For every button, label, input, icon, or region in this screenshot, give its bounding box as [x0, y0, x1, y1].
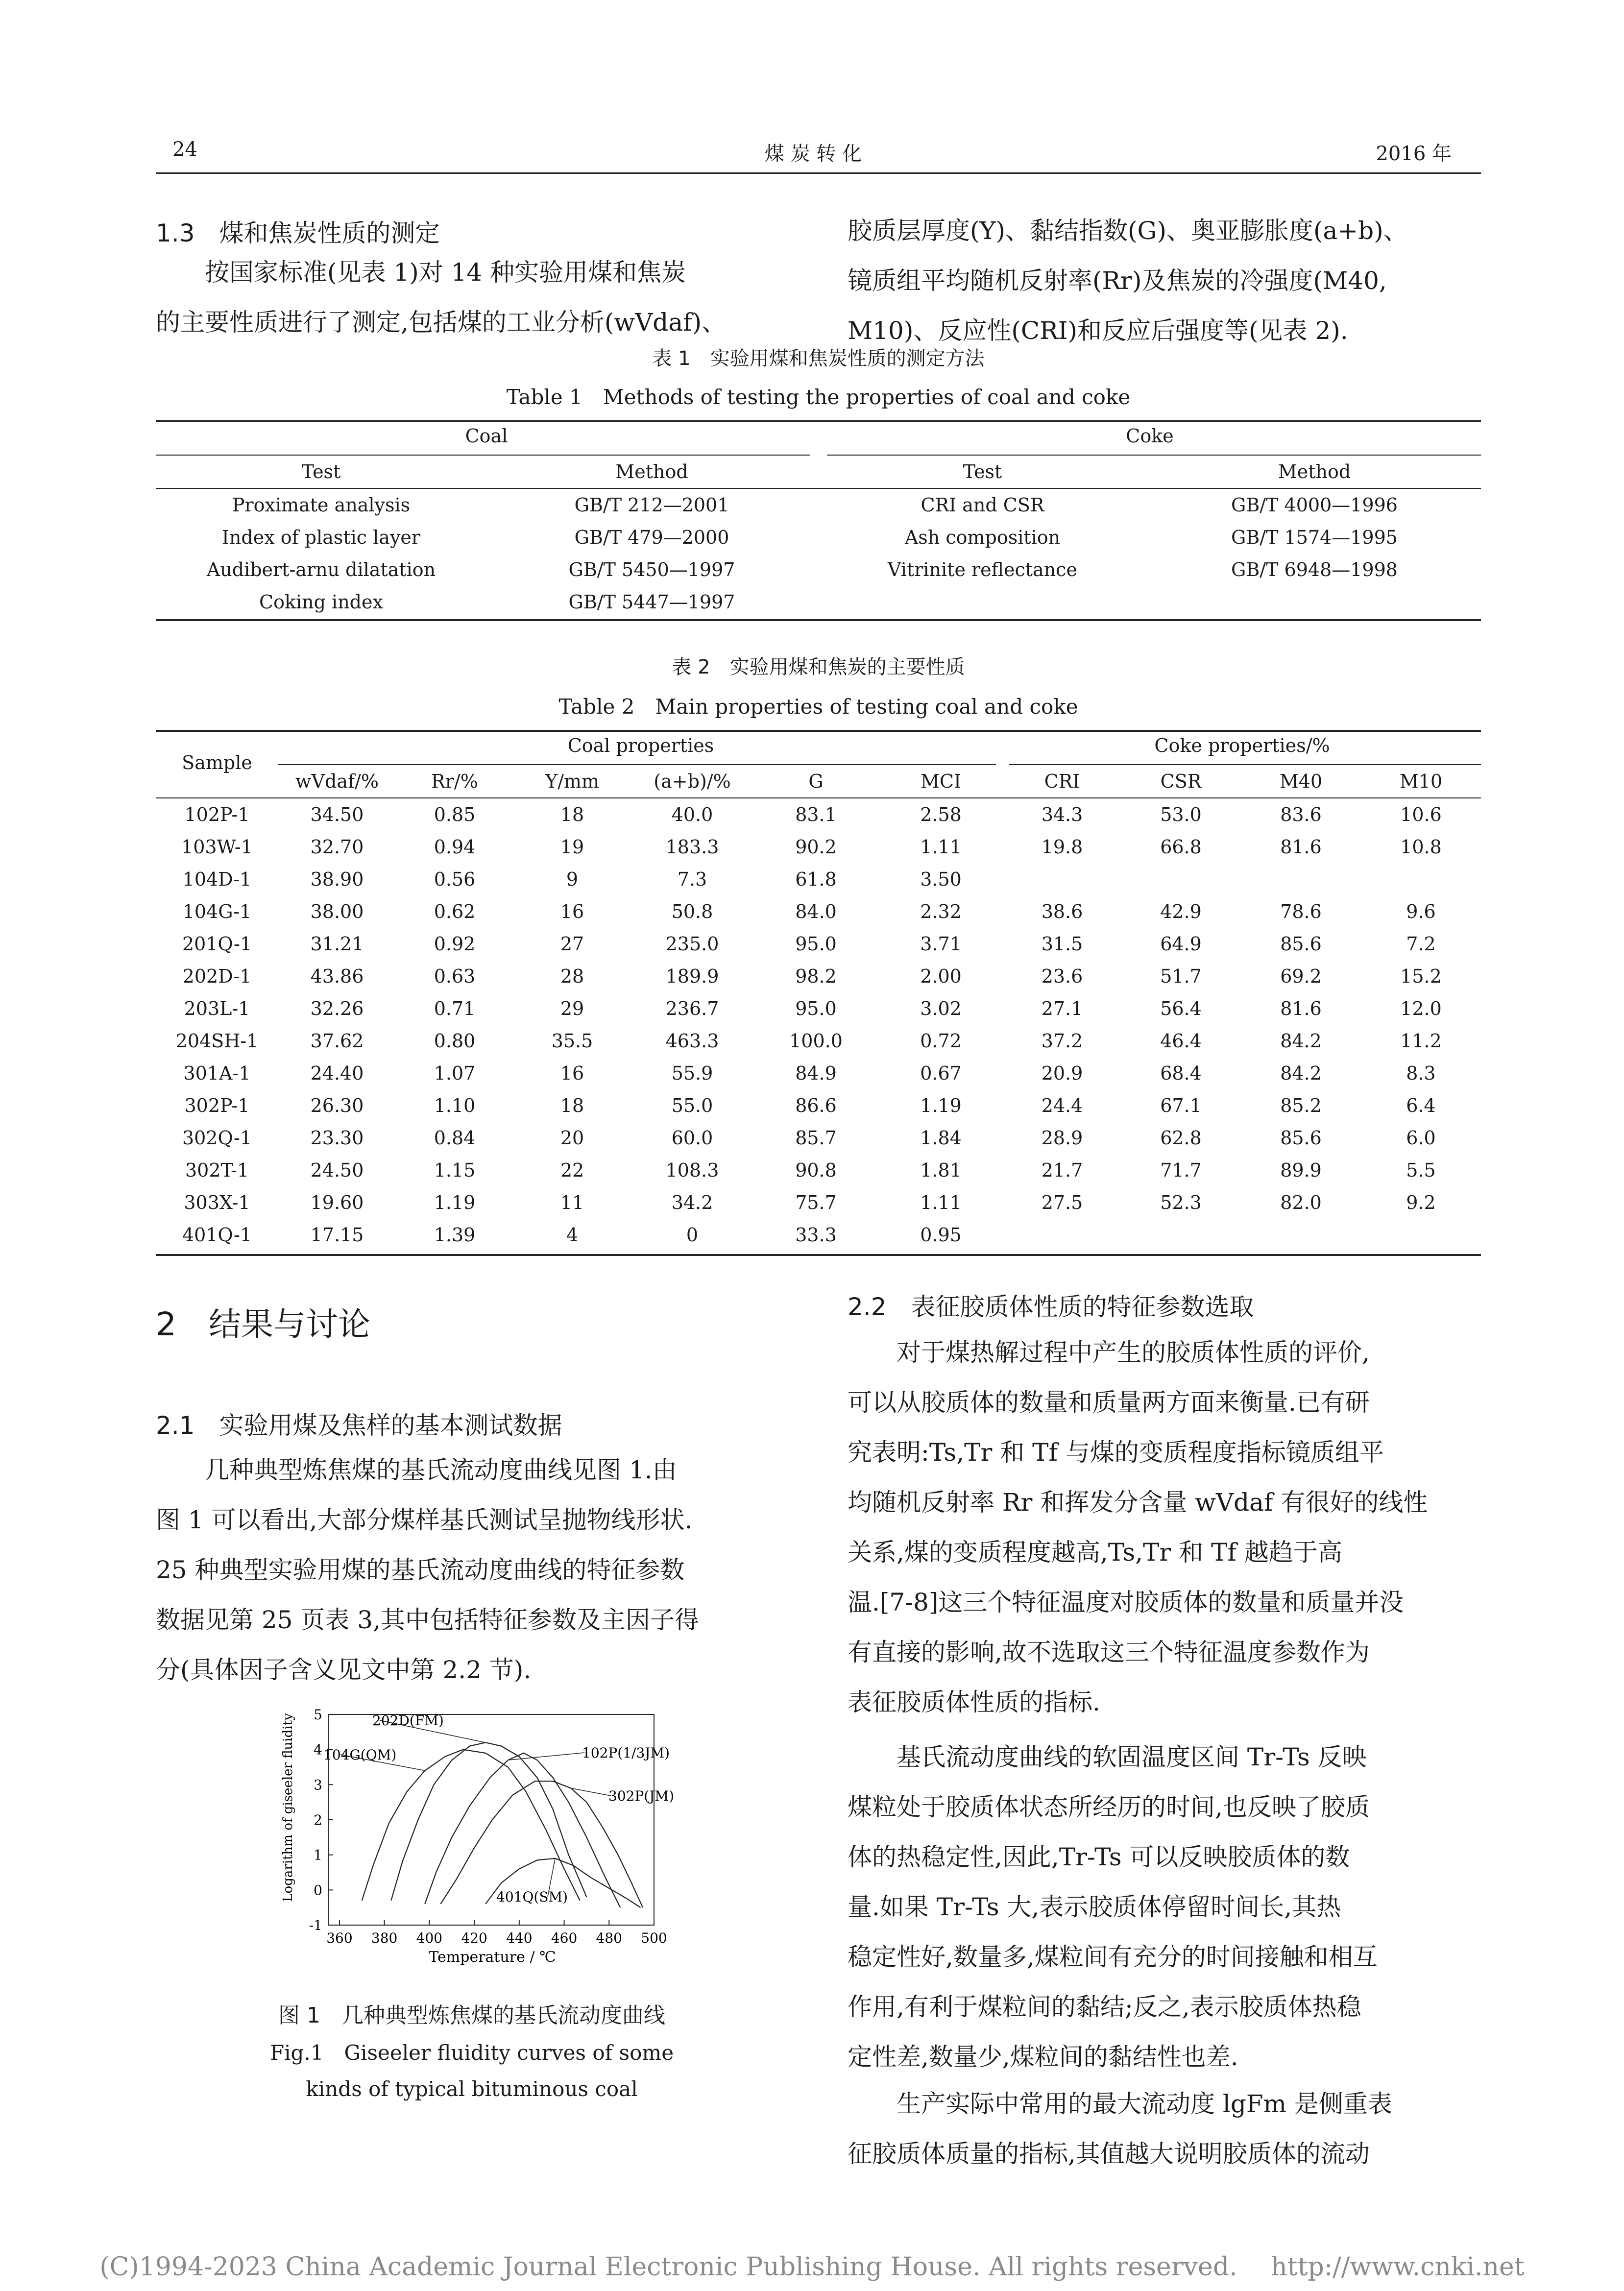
table-cell: 0.71	[434, 998, 476, 1019]
table1-title-cn: 表 1 实验用煤和焦炭性质的测定方法	[652, 347, 985, 370]
table-cell: 0.80	[434, 1030, 476, 1052]
table-cell: 1.15	[434, 1159, 476, 1181]
table-cell: 1.81	[920, 1159, 962, 1181]
text-line: 图 1 可以看出,大部分煤样基氏测试呈抛物线形状.	[156, 1506, 693, 1534]
figure-1-caption-cn: 图 1 几种典型炼焦煤的基氏流动度曲线	[278, 2003, 665, 2028]
section-2-2-para-2	[848, 1732, 1479, 2082]
y-tick-label: 0	[314, 1882, 322, 1899]
table-cell: 21.7	[1041, 1159, 1083, 1181]
text-line: 分(具体因子含义见文中第 2.2 节).	[156, 1656, 532, 1684]
text-line: 对于煤热解过程中产生的胶质体性质的评价,	[897, 1338, 1370, 1367]
table-cell: 32.70	[310, 836, 364, 858]
table-cell: 95.0	[795, 998, 837, 1019]
table-cell: 19.8	[1041, 836, 1083, 858]
chart-series	[362, 1742, 643, 1907]
table-cell: 1.19	[920, 1095, 962, 1116]
text-line: 镜质组平均随机反射率(Rr)及焦炭的冷强度(M40,	[848, 266, 1387, 295]
sample-cell: 302Q-1	[182, 1127, 252, 1149]
table-cell: 20	[560, 1127, 584, 1149]
table-cell: Audibert-arnu dilatation	[206, 559, 436, 580]
table-cell: Vitrinite reflectance	[888, 559, 1077, 580]
x-axis-label: Temperature / ℃	[429, 1949, 556, 1966]
table-cell: 24.50	[310, 1159, 364, 1181]
text-line: 的主要性质进行了测定,包括煤的工业分析(wVdaf)、	[156, 308, 727, 337]
section-2-2-para-1	[848, 1327, 1479, 1727]
text-line: 究表明:Ts,Tr 和 Tf 与煤的变质程度指标镜质组平	[848, 1438, 1384, 1467]
table-cell: 9.6	[1406, 901, 1436, 922]
table-cell: 19	[560, 836, 584, 858]
table-cell: 56.4	[1160, 998, 1202, 1019]
table-cell: 38.00	[310, 901, 364, 922]
x-tick-label: 500	[641, 1930, 667, 1946]
section-1-3-title: 1.3 煤和焦炭性质的测定	[156, 219, 440, 247]
text-line: M10)、反应性(CRI)和反应后强度等(见表 2).	[848, 316, 1348, 345]
table-cell: 235.0	[665, 933, 719, 955]
table-cell: Index of plastic layer	[221, 527, 421, 548]
table2-title-cn: 表 2 实验用煤和焦炭的主要性质	[672, 656, 965, 678]
table-cell: 19.60	[310, 1192, 364, 1213]
series-line	[362, 1750, 580, 1901]
table-cell: 0.67	[920, 1062, 962, 1084]
table-cell: GB/T 212—2001	[574, 494, 729, 516]
table2-sample-spacer	[156, 765, 278, 798]
table1-title-en: Table 1 Methods of testing the properties of coal and coke	[506, 385, 1131, 409]
table-cell: 81.6	[1280, 998, 1322, 1019]
text-line: 稳定性好,数量多,煤粒间有充分的时间接触和相互	[848, 1943, 1378, 1971]
table-cell: 98.2	[795, 965, 837, 987]
table-cell: 82.0	[1280, 1192, 1322, 1213]
table-cell: 18	[560, 1095, 584, 1116]
x-tick-label: 400	[416, 1930, 443, 1946]
table-cell: 71.7	[1160, 1159, 1202, 1181]
table-cell: 0.63	[434, 965, 476, 987]
table-cell: 27	[560, 933, 584, 955]
table-cell: 67.1	[1160, 1095, 1202, 1116]
text-line: 数据见第 25 页表 3,其中包括特征参数及主因子得	[156, 1606, 700, 1634]
table-cell: 85.6	[1280, 1127, 1322, 1149]
text-line: 量.如果 Tr-Ts 大,表示胶质体停留时间长,其热	[848, 1893, 1341, 1921]
table-cell	[1241, 1219, 1361, 1251]
table-cell: 37.2	[1041, 1030, 1083, 1052]
table-cell: 189.9	[665, 965, 719, 987]
table1-col-header: Method	[615, 461, 688, 482]
y-axis-label: Logarithm of giseeler fluidity	[281, 1713, 295, 1902]
table2-col-header: (a+b)/%	[654, 771, 731, 792]
table-cell: 0.95	[920, 1224, 962, 1246]
table-cell: 83.6	[1280, 804, 1322, 825]
sample-cell: 202D-1	[182, 965, 252, 987]
table-cell: 75.7	[795, 1192, 837, 1213]
table-cell: 61.8	[795, 868, 837, 890]
text-line: 关系,煤的变质程度越高,Ts,Tr 和 Tf 越趋于高	[848, 1538, 1342, 1567]
table-cell: 7.2	[1406, 933, 1436, 955]
table-row	[156, 1057, 1481, 1089]
text-line: 可以从胶质体的数量和质量两方面来衡量.已有研	[848, 1388, 1370, 1417]
table2-header-row	[156, 765, 1481, 798]
table-cell: 27.1	[1041, 998, 1083, 1019]
table2-col-header: CSR	[1160, 771, 1202, 792]
text-line: 定性差,数量少,煤粒间的黏结性也差.	[848, 2043, 1238, 2071]
table-cell: 100.0	[789, 1030, 843, 1052]
journal-name: 煤 炭 转 化	[764, 143, 862, 165]
text-line: 征胶质体质量的指标,其值越大说明胶质体的流动	[848, 2140, 1370, 2168]
table-cell: 23.30	[310, 1127, 364, 1149]
text-line: 有直接的影响,故不选取这三个特征温度参数作为	[848, 1638, 1370, 1666]
table-row	[156, 960, 1481, 992]
table2-col-header: MCI	[921, 771, 961, 792]
table-cell	[1361, 863, 1481, 895]
text-line: 按国家标准(见表 1)对 14 种实验用煤和焦炭	[205, 258, 686, 287]
table-cell: 17.15	[310, 1224, 364, 1246]
sample-cell: 203L-1	[184, 998, 250, 1019]
sample-cell: 103W-1	[181, 836, 253, 858]
table-cell: 0.94	[434, 836, 476, 858]
table2-bottom-rule	[156, 1254, 1481, 1256]
table2-col-header: CRI	[1044, 771, 1080, 792]
text-line: 表征胶质体性质的指标.	[848, 1688, 1100, 1716]
table-cell: 18	[560, 804, 584, 825]
table-cell: 5.5	[1406, 1159, 1436, 1181]
text-line: 几种典型炼焦煤的基氏流动度曲线见图 1.由	[205, 1456, 677, 1484]
table-cell	[1241, 863, 1361, 895]
sample-cell: 302T-1	[185, 1159, 249, 1181]
y-tick-label: -1	[309, 1917, 322, 1933]
series-line	[425, 1753, 620, 1907]
table-cell: 85.2	[1280, 1095, 1322, 1116]
year: 2016 年	[1376, 143, 1452, 165]
table-row	[156, 1219, 1481, 1251]
table-row	[156, 831, 1481, 863]
table-cell: 85.7	[795, 1127, 837, 1149]
series-label: 104G(QM)	[323, 1747, 397, 1763]
table-cell: 34.3	[1041, 804, 1083, 825]
sample-cell: 204SH-1	[175, 1030, 259, 1052]
table-row	[156, 521, 1481, 554]
table-cell: 37.62	[310, 1030, 364, 1052]
text-line: 均随机反射率 Rr 和挥发分含量 wVdaf 有很好的线性	[848, 1488, 1428, 1517]
table-cell: 64.9	[1160, 933, 1202, 955]
table-cell: 26.30	[310, 1095, 364, 1116]
table1-bottom-rule	[156, 619, 1481, 621]
table-cell: 0.85	[434, 804, 476, 825]
table-cell: 3.02	[920, 998, 962, 1019]
text-line: 煤粒处于胶质体状态所经历的时间,也反映了胶质	[848, 1793, 1370, 1821]
table-cell: 33.3	[795, 1224, 837, 1246]
table-row	[156, 1186, 1481, 1219]
table2-col-header: G	[808, 771, 824, 792]
series-label: 401Q(SM)	[496, 1889, 568, 1905]
table-cell: 4	[566, 1224, 579, 1246]
table-cell: 90.2	[795, 836, 837, 858]
section-2-title: 2 结果与讨论	[156, 1305, 370, 1343]
table-cell: GB/T 5447—1997	[568, 591, 735, 613]
copyright-footer: (C)1994-2023 China Academic Journal Electronic Publishing House. All rights reserved. http://www.cnki.net	[99, 2252, 1525, 2282]
table-cell: 108.3	[665, 1159, 719, 1181]
y-tick-label: 4	[314, 1741, 322, 1758]
table-row	[156, 992, 1481, 1025]
table-cell: 0.84	[434, 1127, 476, 1149]
table-cell: 1.19	[434, 1192, 476, 1213]
series-line	[391, 1742, 586, 1901]
table-cell: Ash composition	[904, 527, 1061, 548]
table1-col-header: Test	[301, 461, 341, 482]
table-cell: 1.11	[920, 836, 962, 858]
series-label: 202D(FM)	[372, 1712, 444, 1729]
sample-cell: 102P-1	[184, 804, 250, 825]
table-row	[156, 488, 1481, 521]
y-tick-label: 2	[314, 1812, 322, 1828]
table-cell: 29	[560, 998, 584, 1019]
table-cell: 81.6	[1280, 836, 1322, 858]
table-row	[156, 586, 1481, 618]
table-cell: 10.6	[1400, 804, 1442, 825]
table-cell: 95.0	[795, 933, 837, 955]
table-cell: 60.0	[671, 1127, 713, 1149]
table-cell: 2.00	[920, 965, 962, 987]
table-cell	[1003, 863, 1121, 895]
table-cell: 62.8	[1160, 1127, 1202, 1149]
table-cell: GB/T 6948—1998	[1231, 559, 1398, 580]
table-cell: 34.50	[310, 804, 364, 825]
table-cell: 11	[560, 1192, 584, 1213]
x-tick-label: 460	[551, 1930, 578, 1946]
sample-cell: 201Q-1	[182, 933, 252, 955]
table-cell: 463.3	[665, 1030, 719, 1052]
table-cell: 35.5	[551, 1030, 593, 1052]
table-cell: 22	[560, 1159, 584, 1181]
table-cell: 0	[686, 1224, 699, 1246]
section-2-1-text	[156, 1445, 788, 1695]
page-number: 24	[172, 138, 197, 161]
table2-col-header: M10	[1399, 771, 1443, 792]
x-tick-label: 380	[371, 1930, 398, 1946]
table2-group-coal: Coal properties	[567, 735, 714, 756]
table-cell: Proximate analysis	[232, 494, 411, 516]
table-cell: 3.71	[920, 933, 962, 955]
sample-cell: 104D-1	[182, 868, 252, 890]
table-cell: 83.1	[795, 804, 837, 825]
table-row	[156, 863, 1481, 895]
table-row	[156, 798, 1481, 831]
table-cell: 31.5	[1041, 933, 1083, 955]
table-cell: 183.3	[665, 836, 719, 858]
table-row	[156, 1025, 1481, 1057]
table-cell: 7.3	[677, 868, 707, 890]
table-cell: 78.6	[1280, 901, 1322, 922]
table-cell: 0.72	[920, 1030, 962, 1052]
table-cell: 1.10	[434, 1095, 476, 1116]
table-cell: 66.8	[1160, 836, 1202, 858]
series-label: 302P(JM)	[608, 1788, 675, 1804]
table2-group-coke: Coke properties/%	[1154, 735, 1330, 756]
table-cell: 0.56	[434, 868, 476, 890]
table-cell: 24.4	[1041, 1095, 1083, 1116]
y-tick-label: 1	[314, 1847, 322, 1863]
table-cell	[1148, 586, 1481, 618]
table-cell: 89.9	[1280, 1159, 1322, 1181]
table-cell: GB/T 5450—1997	[568, 559, 735, 580]
text-line: 胶质层厚度(Y)、黏结指数(G)、奥亚膨胀度(a+b)、	[848, 217, 1408, 245]
table-cell: 16	[560, 1062, 584, 1084]
table-cell: 0.62	[434, 901, 476, 922]
table-cell: 84.2	[1280, 1030, 1322, 1052]
table-row	[156, 1154, 1481, 1186]
x-tick-label: 480	[596, 1930, 623, 1946]
text-line: 生产实际中常用的最大流动度 lgFm 是侧重表	[897, 2090, 1392, 2118]
table-cell: 1.84	[920, 1127, 962, 1149]
table-cell: 68.4	[1160, 1062, 1202, 1084]
chart-series-labels	[323, 1712, 674, 1905]
table1-col-header: Method	[1278, 461, 1351, 482]
table-row	[156, 895, 1481, 928]
table-cell: 43.86	[310, 965, 364, 987]
table-cell: 38.6	[1041, 901, 1083, 922]
table-cell: 38.90	[310, 868, 364, 890]
table-cell	[1121, 1219, 1241, 1251]
series-label-leader	[571, 1788, 611, 1796]
table-cell: 31.21	[310, 933, 364, 955]
text-line: 25 种典型实验用煤的基氏流动度曲线的特征参数	[156, 1556, 685, 1584]
section-2-2-para-3	[848, 2079, 1479, 2179]
table-cell	[1361, 1219, 1481, 1251]
table-cell: 40.0	[671, 804, 713, 825]
table2-col-header: Rr/%	[431, 771, 478, 792]
table-cell: 12.0	[1400, 998, 1442, 1019]
table-cell: CRI and CSR	[921, 494, 1044, 516]
table-cell: 9.2	[1406, 1192, 1436, 1213]
text-line: 基氏流动度曲线的软固温度区间 Tr-Ts 反映	[897, 1743, 1367, 1771]
table-cell: 27.5	[1041, 1192, 1083, 1213]
table1-group-coal: Coal	[465, 425, 508, 447]
table-cell: 28.9	[1041, 1127, 1083, 1149]
table2-col-header: M40	[1279, 771, 1323, 792]
table-cell: 236.7	[665, 998, 719, 1019]
table-cell: 0.92	[434, 933, 476, 955]
table-cell: 9	[566, 868, 579, 890]
table-cell: 34.2	[671, 1192, 713, 1213]
table-cell: 55.0	[671, 1095, 713, 1116]
sample-cell: 104G-1	[182, 901, 252, 922]
table-cell: 55.9	[671, 1062, 713, 1084]
table-row	[156, 554, 1481, 586]
section-1-3-left-text	[156, 247, 788, 347]
table-cell: 53.0	[1160, 804, 1202, 825]
table-cell: 90.8	[795, 1159, 837, 1181]
table-cell: 52.3	[1160, 1192, 1202, 1213]
x-tick-label: 440	[506, 1930, 533, 1946]
table-cell	[817, 586, 1148, 618]
table-cell: 50.8	[671, 901, 713, 922]
table-cell: 1.11	[920, 1192, 962, 1213]
sample-cell: 401Q-1	[182, 1224, 252, 1246]
section-2-1-title: 2.1 实验用煤及焦样的基本测试数据	[156, 1411, 562, 1440]
table-cell: 6.0	[1406, 1127, 1436, 1149]
table-cell: 1.07	[434, 1062, 476, 1084]
table-cell: 69.2	[1280, 965, 1322, 987]
series-label: 102P(1/3JM)	[582, 1745, 670, 1761]
table-cell: 46.4	[1160, 1030, 1202, 1052]
table-cell: 84.2	[1280, 1062, 1322, 1084]
table2-sample-header: Sample	[182, 752, 252, 773]
table1-top-rule	[156, 420, 1481, 422]
table-cell: 16	[560, 901, 584, 922]
x-tick-label: 420	[461, 1930, 487, 1946]
table-cell: 2.32	[920, 901, 962, 922]
table-cell: 3.50	[920, 868, 962, 890]
table-cell: 84.9	[795, 1062, 837, 1084]
table2-title-en: Table 2 Main properties of testing coal and coke	[558, 695, 1078, 719]
table2	[156, 765, 1481, 1251]
table-cell: 11.2	[1400, 1030, 1442, 1052]
table-cell: GB/T 479—2000	[574, 527, 729, 548]
section-1-3-right-text	[848, 206, 1479, 356]
table2-top-rule	[156, 730, 1481, 732]
table2-col-header: wVdaf/%	[295, 771, 379, 792]
table-cell: 2.58	[920, 804, 962, 825]
table-cell: 23.6	[1041, 965, 1083, 987]
y-tick-label: 5	[314, 1707, 322, 1723]
table1	[156, 456, 1481, 618]
table-cell: 84.0	[795, 901, 837, 922]
table-row	[156, 1122, 1481, 1154]
text-line: 体的热稳定性,因此,Tr-Ts 可以反映胶质体的数	[848, 1843, 1350, 1871]
table-cell: 15.2	[1400, 965, 1442, 987]
section-2-2-title: 2.2 表征胶质体性质的特征参数选取	[848, 1293, 1254, 1321]
x-tick-label: 360	[326, 1930, 353, 1946]
header-rule	[156, 172, 1481, 174]
table-cell: 24.40	[310, 1062, 364, 1084]
table-cell: 8.3	[1406, 1062, 1436, 1084]
table-cell: Coking index	[259, 591, 383, 613]
table-cell: 20.9	[1041, 1062, 1083, 1084]
table-cell	[1121, 863, 1241, 895]
sample-cell: 301A-1	[183, 1062, 251, 1084]
table-cell: 1.39	[434, 1224, 476, 1246]
table-cell: 32.26	[310, 998, 364, 1019]
table1-header-row	[156, 456, 1481, 488]
table-cell: GB/T 4000—1996	[1231, 494, 1398, 516]
table-cell: 10.8	[1400, 836, 1442, 858]
table-cell: GB/T 1574—1995	[1231, 527, 1398, 548]
sample-cell: 302P-1	[184, 1095, 250, 1116]
figure-1-chart	[274, 1705, 676, 1969]
table-row	[156, 1089, 1481, 1122]
table1-group-coke: Coke	[1126, 425, 1174, 447]
table2-col-header: Y/mm	[545, 771, 599, 792]
figure-1-caption-en-2: kinds of typical bituminous coal	[306, 2077, 638, 2101]
table-cell: 28	[560, 965, 584, 987]
table-cell: 6.4	[1406, 1095, 1436, 1116]
table-row	[156, 928, 1481, 960]
y-tick-label: 3	[314, 1777, 322, 1793]
table-cell: 42.9	[1160, 901, 1202, 922]
sample-cell: 303X-1	[184, 1192, 250, 1213]
table-cell: 51.7	[1160, 965, 1202, 987]
text-line: 作用,有利于煤粒间的黏结;反之,表示胶质体热稳	[848, 1993, 1361, 2021]
table-cell	[1003, 1219, 1121, 1251]
figure-1-caption-en-1: Fig.1 Giseeler fluidity curves of some	[269, 2041, 674, 2065]
text-line: 温.[7-8]这三个特征温度对胶质体的数量和质量并没	[848, 1588, 1404, 1616]
table1-col-header: Test	[963, 461, 1002, 482]
table-cell: 86.6	[795, 1095, 837, 1116]
table-cell: 85.6	[1280, 933, 1322, 955]
